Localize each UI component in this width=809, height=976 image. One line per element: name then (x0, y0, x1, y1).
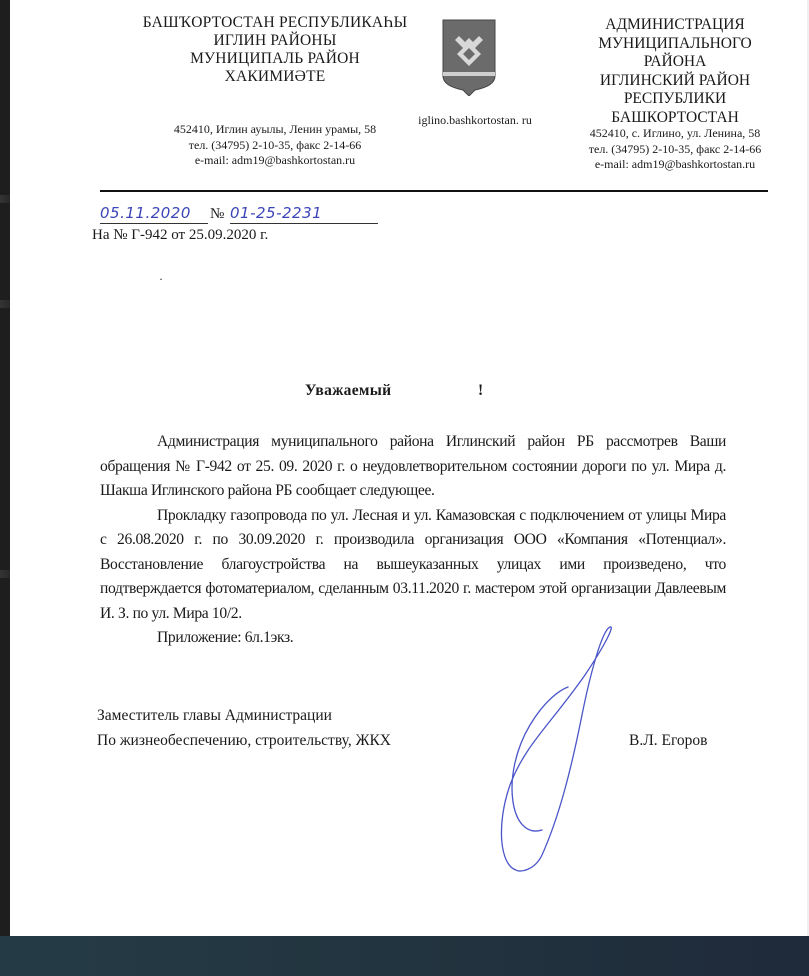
greeting: Уважаемый (305, 382, 392, 399)
address-line: 452410, Иглин ауылы, Ленин урамы, 58 (173, 122, 377, 136)
org-line: ИГЛИН РАЙОНЫ (213, 32, 337, 49)
org-line: МУНИЦИПАЛЬНОГО (598, 34, 752, 52)
handwritten-signature-icon (490, 615, 630, 875)
paragraph: Прокладку газопровода по ул. Лесная и ул. Камазовская с подключением от улицы Мира с 26.08.2020 г. по 30.09.2020 г. производила организация ООО «Компания «Потенциал». Восстановление благоустройства на вышеуказанных улицах ими произведено, что подтверждается фотоматериалом, сделанным 03.11.2020 г. мастером этой организации Давлеевым И. З. по ул. Мира 10/2. (100, 506, 726, 622)
letter-body (100, 430, 726, 651)
email-line: e-mail: adm19@bashkortostan.ru (594, 157, 756, 171)
org-line: ИГЛИНСКИЙ РАЙОН (599, 71, 751, 89)
coat-of-arms-icon (441, 18, 497, 96)
header-divider (100, 190, 768, 192)
paragraph: Администрация муниципального района Иглинский район РБ рассмотрев Ваши обращения № Г-942 от 25. 09. 2020 г. о неудовлетворительном состоянии дороги по ул. Мира д. Шакша Иглинского района РБ сообщает следующее. (100, 433, 726, 499)
phone-line: тел. (34795) 2-10-35, факс 2-14-66 (588, 141, 762, 156)
org-line: БАШКОРТОСТАН (611, 108, 739, 126)
registration-number: 01-25-2231 (230, 204, 378, 224)
org-line: МУНИЦИПАЛЬ РАЙОН (190, 50, 360, 67)
in-reply-to: На № Г-942 от 25.09.2020 г. (92, 227, 269, 243)
org-line: РАЙОНА (643, 53, 707, 70)
registration-date: 05.11.2020 (100, 204, 208, 224)
viewer-bottom-bar (0, 936, 809, 976)
position-line: По жизнеобеспечению, строительству, ЖКХ (97, 732, 391, 749)
email-line: e-mail: adm19@bashkortostan.ru (194, 153, 356, 167)
org-line: АДМИНИСТРАЦИЯ (605, 16, 745, 33)
stray-dot: · (159, 272, 163, 286)
website-text: iglino.bashkortostan. ru (418, 113, 532, 127)
header-right-address (545, 126, 805, 173)
signer-name: В.Л. Егоров (629, 732, 708, 749)
position-line: Заместитель главы Администрации (97, 707, 332, 724)
attachment-note: Приложение: 6л.1экз. (157, 629, 294, 646)
address-line: 452410, с. Иглино, ул. Ленина, 58 (589, 126, 761, 140)
org-line: РЕСПУБЛИКИ (623, 90, 727, 107)
number-label: № (210, 206, 225, 222)
org-line: БАШҠОРТОСТАН РЕСПУБЛИКАҺЫ (142, 14, 408, 31)
document-page (10, 0, 809, 936)
greeting-exclamation: ! (478, 382, 484, 399)
header-left-org (110, 14, 440, 86)
header-right-org (550, 16, 800, 127)
viewer-left-panel (0, 0, 10, 936)
clipped-text-fragment (0, 195, 10, 203)
clipped-text-fragment (0, 570, 10, 578)
org-line: ХАКИМИӘТЕ (224, 68, 326, 85)
phone-line: тел. (34795) 2-10-35, факс 2-14-66 (188, 137, 362, 152)
signer-position (97, 703, 391, 753)
clipped-text-fragment (0, 300, 10, 308)
header-left-address (120, 122, 430, 169)
registration-line (92, 204, 392, 224)
